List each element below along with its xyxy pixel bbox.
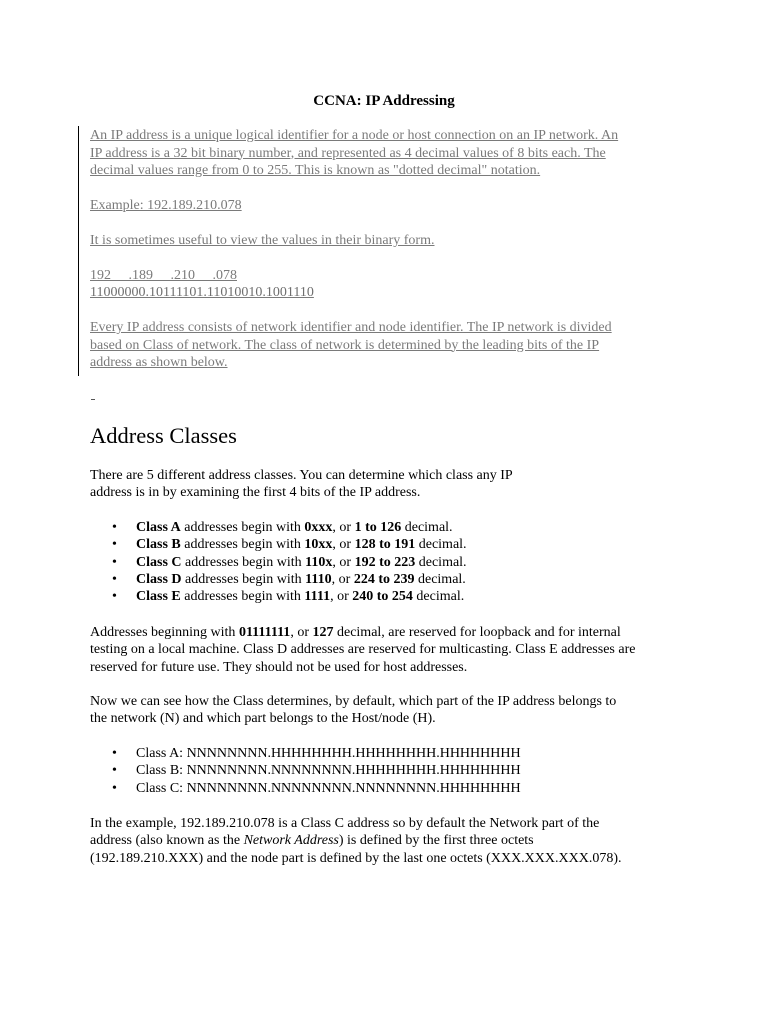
network-id-line: address as shown below. <box>90 355 228 370</box>
page-title: CCNA: IP Addressing <box>313 93 455 109</box>
list-item: • Class B addresses begin with 10xx, or 128 to 191 decimal. <box>90 536 467 553</box>
classes-intro <box>90 467 690 502</box>
decimal-octets: 192 .189 .210 .078 <box>90 268 237 283</box>
binary-octets: 11000000.10111101.11010010.1001110 <box>90 285 314 300</box>
list-item: • Class B: NNNNNNNN.NNNNNNNN.HHHHHHHH.HHHHHHHH <box>90 762 521 779</box>
network-id-paragraph <box>90 319 690 372</box>
loopback-line: reserved for future use. They should not be used for host addresses. <box>90 659 468 675</box>
loopback-line: Addresses beginning with 01111111, or 127 decimal, are reserved for loopback and for internal <box>90 625 621 640</box>
intro-line: An IP address is a unique logical identifier for a node or host connection on an IP network. An <box>90 128 619 143</box>
binary-note: It is sometimes useful to view the values in their binary form. <box>90 233 435 248</box>
example-line: In the example, 192.189.210.078 is a Class C address so by default the Network part of the <box>90 816 600 831</box>
list-item: • Class C addresses begin with 110x, or 192 to 223 decimal. <box>90 554 467 571</box>
revision-mark <box>91 399 95 400</box>
intro-line: decimal values range from 0 to 255. This is known as "dotted decimal" notation. <box>90 163 541 178</box>
default-line: the network (N) and which part belongs to the Host/node (H). <box>90 711 436 727</box>
intro-line: IP address is a 32 bit binary number, and represented as 4 decimal values of 8 bits each. The <box>90 145 606 161</box>
example-paragraph <box>90 815 690 867</box>
classes-intro-line: address is in by examining the first 4 bits of the IP address. <box>90 485 421 501</box>
loopback-line: testing on a local machine. Class D addresses are reserved for multicasting. Class E addresses are <box>90 642 636 658</box>
list-item: • Class C: NNNNNNNN.NNNNNNNN.NNNNNNNN.HHHHHHHH <box>90 780 521 797</box>
network-id-line: Every IP address consists of network identifier and node identifier. The IP network is divided <box>90 320 612 335</box>
list-item: • Class D addresses begin with 1110, or 224 to 239 decimal. <box>90 571 467 588</box>
loopback-paragraph <box>90 624 690 676</box>
default-line: Now we can see how the Class determines, by default, which part of the IP address belongs to <box>90 694 617 709</box>
list-item: • Class A: NNNNNNNN.HHHHHHHH.HHHHHHHH.HHHHHHHH <box>90 745 521 762</box>
revision-change-bar <box>78 126 79 376</box>
classes-intro-line: There are 5 different address classes. You can determine which class any IP <box>90 468 513 483</box>
example-line: address (also known as the Network Address) is defined by the first three octets <box>90 833 534 849</box>
example-line: (192.189.210.XXX) and the node part is defined by the last one octets (XXX.XXX.XXX.078). <box>90 850 622 866</box>
list-item: • Class A addresses begin with 0xxx, or 1 to 126 decimal. <box>90 519 467 536</box>
network-id-line: based on Class of network. The class of network is determined by the leading bits of the IP <box>90 337 600 353</box>
class-pattern-list <box>90 745 521 797</box>
section-heading: Address Classes <box>90 423 237 448</box>
class-range-list <box>90 519 467 605</box>
intro-paragraph <box>90 127 690 180</box>
example-line: Example: 192.189.210.078 <box>90 198 242 213</box>
list-item: • Class E addresses begin with 1111, or 240 to 254 decimal. <box>90 588 467 605</box>
default-paragraph <box>90 693 690 728</box>
